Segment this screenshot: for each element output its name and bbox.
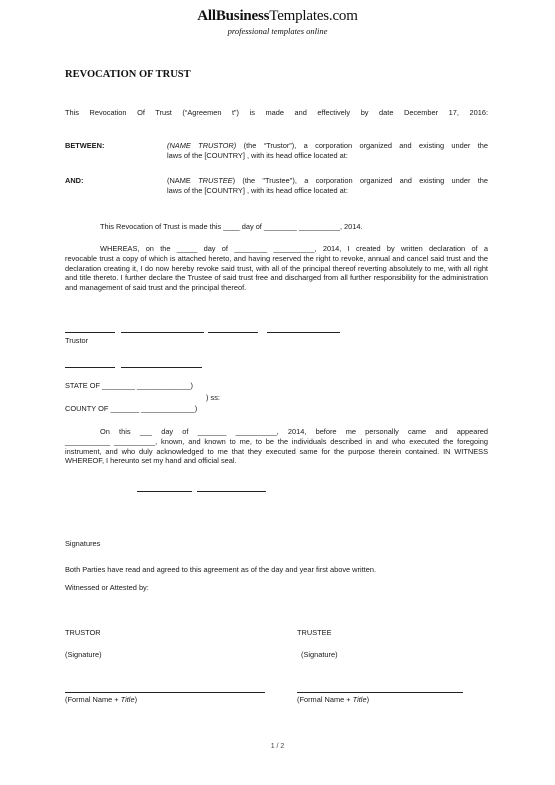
ss-marker: ) ss: bbox=[206, 393, 220, 402]
and-label: AND: bbox=[65, 176, 84, 185]
signature-line bbox=[121, 332, 204, 333]
page-number: 1 / 2 bbox=[270, 743, 285, 750]
and-line-1 bbox=[167, 176, 488, 186]
whereas-body: revocable trust a copy of which is attached hereto, and having reserved the right to revoke, annual and cancel said trust and the declaration creating it, I do now hereby revoke said trust, with all of the principal thereof reverting absolutely to me, with all right and title thereto. I further declare the Trustee of said trust free and discharged from all further responsibility for the administration and management of said trust and the principal thereof. bbox=[65, 253, 488, 293]
signature-line bbox=[65, 367, 115, 368]
trustee-name-line bbox=[297, 692, 463, 693]
brand-logo bbox=[0, 7, 555, 27]
and-block bbox=[167, 176, 488, 196]
between-line-2: laws of the [COUNTRY] , with its head office located at: bbox=[167, 150, 348, 160]
state-of-line: STATE OF ________ _____________) bbox=[65, 381, 193, 390]
brand-tagline: professional templates online bbox=[227, 26, 328, 36]
signature-line bbox=[197, 491, 266, 492]
formal-title-text: Title bbox=[120, 695, 135, 704]
document-title: REVOCATION OF TRUST bbox=[65, 69, 191, 80]
and-line-1-text: ) (the "Trustee"), a corporation organized and existing under the bbox=[232, 176, 488, 185]
between-label: BETWEEN: bbox=[65, 141, 105, 150]
between-line-1 bbox=[167, 141, 488, 151]
brand-bold: AllBusiness bbox=[197, 8, 270, 24]
between-block bbox=[167, 141, 488, 161]
notary-body: ___________ __________, known, and known to me, to be the individuals described in and who executed the foregoing instrument, and who duly acknowledged to me that they executed same for the purpose therein contained. IN WITNESS WHEREOF, I hereunto set my hand and official seal. bbox=[65, 436, 488, 466]
formal-close-text: ) bbox=[134, 695, 138, 704]
between-line-1-text: (the “Trustor”), a corporation organized and existing under the bbox=[236, 141, 488, 150]
signature-line bbox=[267, 332, 340, 333]
trustee-signature-caption: (Signature) bbox=[301, 650, 338, 659]
notary-paragraph bbox=[65, 427, 488, 466]
signature-line bbox=[137, 491, 192, 492]
trustor-formal-name-caption bbox=[65, 695, 137, 705]
made-this-line: This Revocation of Trust is made this ____ day of ________ __________, 2014. bbox=[100, 222, 363, 231]
formal-name-text: (Formal Name + bbox=[297, 695, 353, 704]
county-of-line: COUNTY OF _______ _____________) bbox=[65, 404, 198, 413]
signature-line bbox=[208, 332, 258, 333]
formal-title-text: Title bbox=[352, 695, 367, 704]
trustor-column-label: TRUSTOR bbox=[65, 628, 101, 637]
trustee-formal-name-caption bbox=[297, 695, 369, 705]
whereas-first-line: WHEREAS, on the _____ day of ________ __________, 2014, I created by written declaration of a bbox=[100, 244, 488, 253]
signature-line bbox=[121, 367, 202, 368]
signatures-heading: Signatures bbox=[65, 539, 101, 548]
formal-name-text: (Formal Name + bbox=[65, 695, 121, 704]
trustee-column-label: TRUSTEE bbox=[297, 628, 332, 637]
trustee-name-open: (NAME bbox=[167, 176, 199, 185]
trustee-name-italic: TRUSTEE bbox=[198, 176, 233, 185]
signature-line bbox=[65, 332, 115, 333]
witnessed-text: Witnessed or Attested by: bbox=[65, 583, 149, 592]
intro-paragraph: This Revocation Of Trust (“Agreemen t”) is made and effectively by date December 17, 2016: bbox=[65, 108, 488, 117]
formal-close-text: ) bbox=[366, 695, 370, 704]
trustor-name-placeholder: (NAME TRUSTOR) bbox=[167, 141, 237, 150]
brand-rest: Templates.com bbox=[269, 8, 358, 24]
both-parties-text: Both Parties have read and agreed to this agreement as of the day and year first above written. bbox=[65, 565, 377, 574]
whereas-paragraph bbox=[65, 244, 488, 293]
trustor-signature-caption: (Signature) bbox=[65, 650, 102, 659]
and-line-2: laws of the [COUNTRY] , with its head office located at: bbox=[167, 185, 348, 195]
trustor-name-line bbox=[65, 692, 265, 693]
trustor-caption: Trustor bbox=[65, 336, 89, 345]
notary-first-line: On this ___ day of _______ __________, 2014, before me personally came and appeared bbox=[100, 427, 488, 436]
